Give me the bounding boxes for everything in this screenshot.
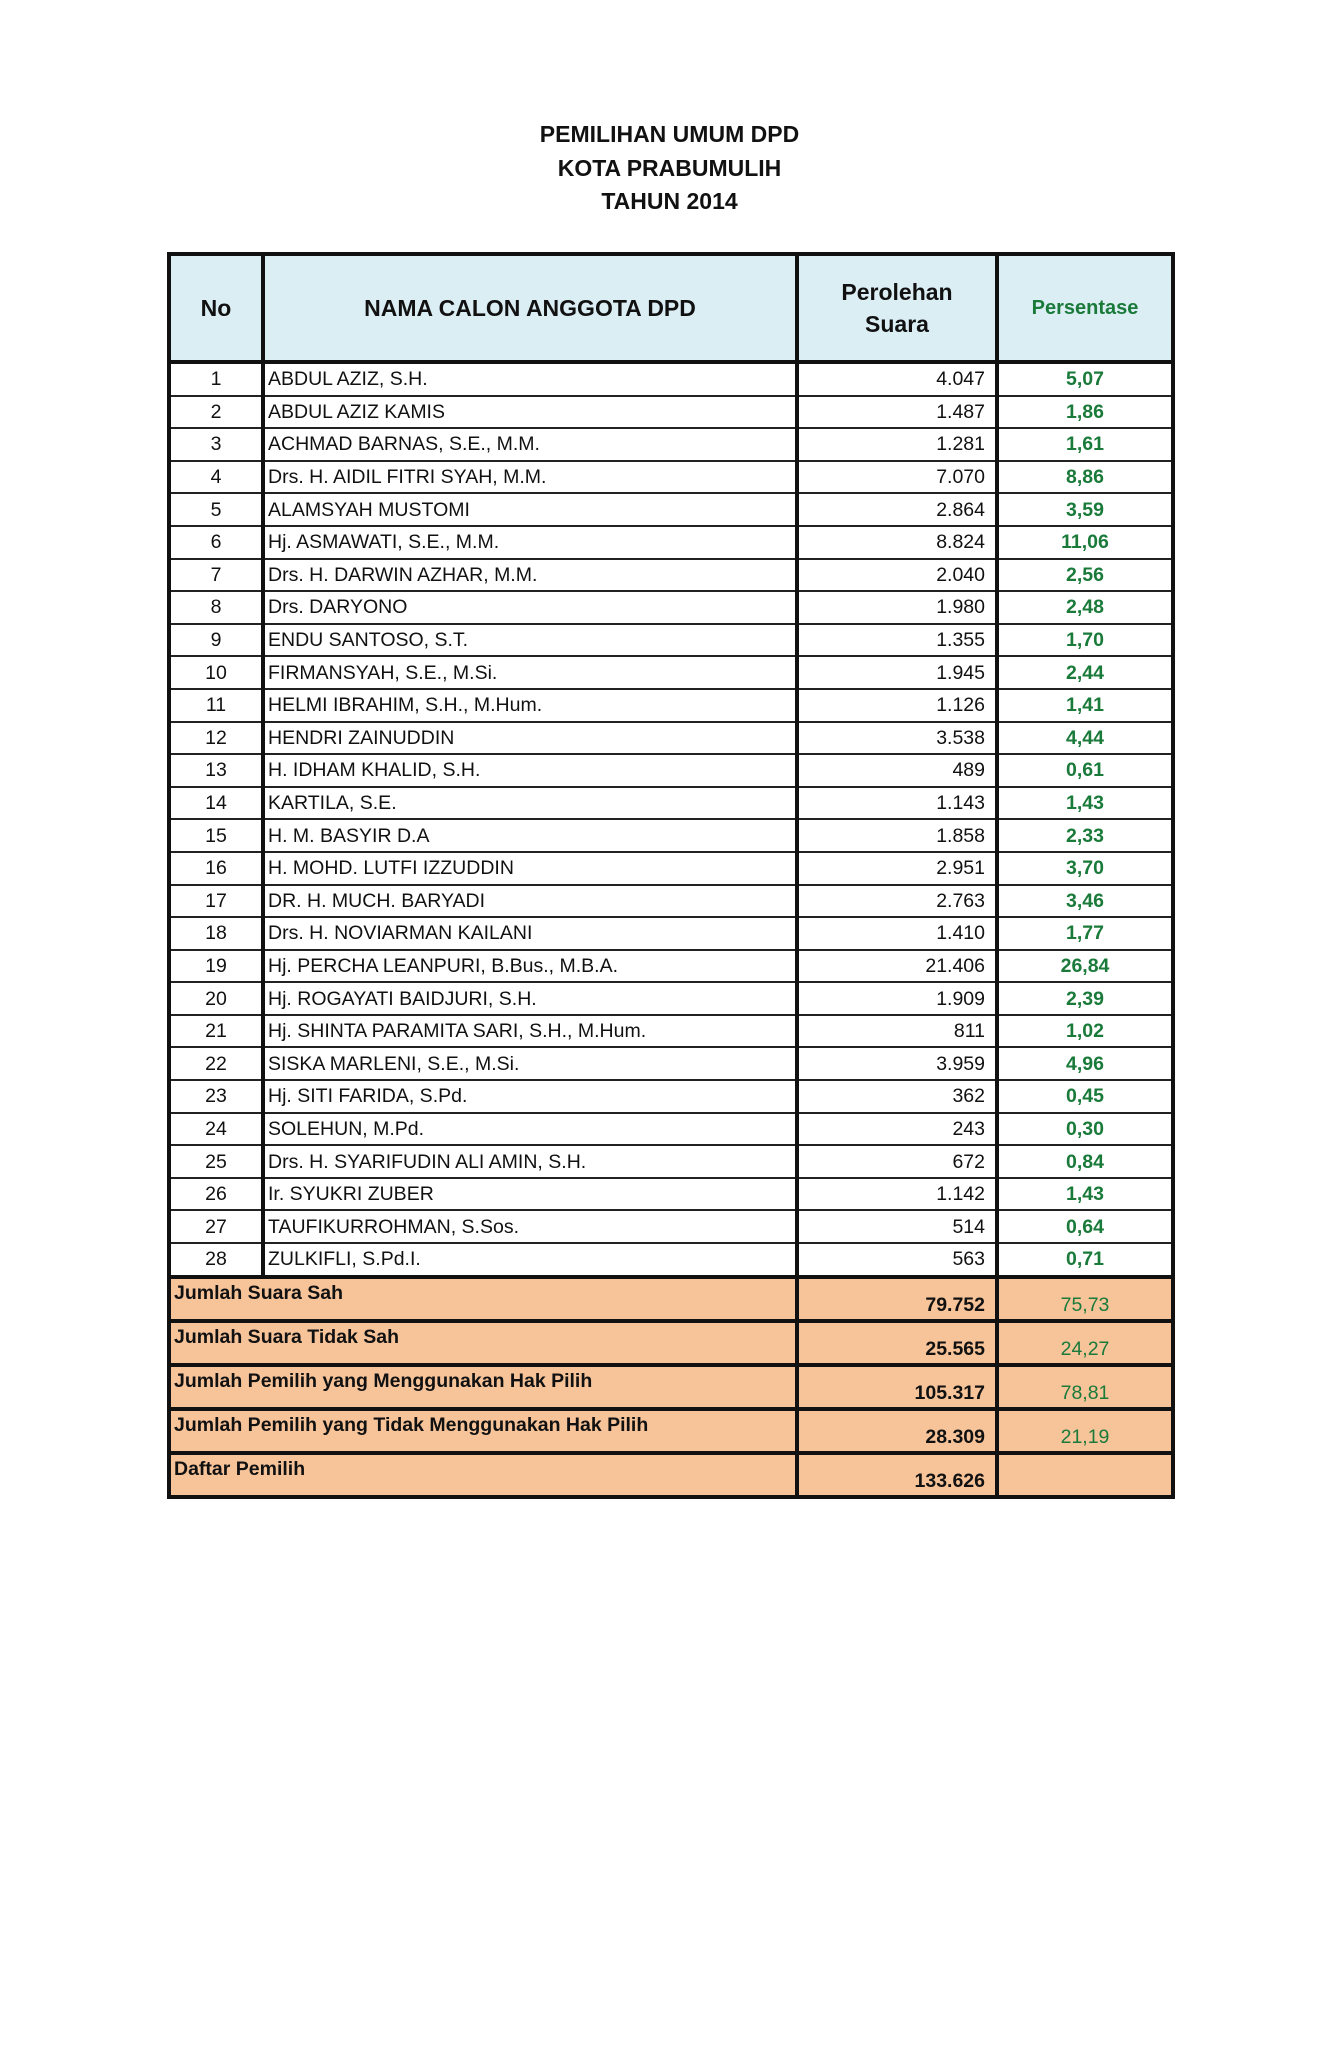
candidate-name: Ir. SYUKRI ZUBER (263, 1178, 797, 1211)
table-row (169, 526, 1173, 559)
vote-count: 243 (797, 1113, 997, 1146)
summary-row (169, 1409, 1173, 1453)
table-row (169, 1080, 1173, 1113)
row-number: 5 (169, 493, 263, 526)
table-row (169, 1243, 1173, 1277)
document-title (0, 118, 1339, 219)
row-number: 10 (169, 656, 263, 689)
table-row (169, 461, 1173, 494)
vote-percentage: 0,45 (997, 1080, 1173, 1113)
vote-count: 1.143 (797, 787, 997, 820)
vote-count: 1.410 (797, 917, 997, 950)
vote-percentage: 26,84 (997, 950, 1173, 983)
row-number: 17 (169, 885, 263, 918)
table-row (169, 982, 1173, 1015)
table-row (169, 852, 1173, 885)
vote-count: 811 (797, 1015, 997, 1048)
summary-votes: 133.626 (797, 1453, 997, 1497)
summary-label: Jumlah Suara Sah (169, 1277, 797, 1321)
row-number: 2 (169, 396, 263, 429)
row-number: 26 (169, 1178, 263, 1211)
vote-count: 1.487 (797, 396, 997, 429)
table-row (169, 819, 1173, 852)
vote-percentage: 1,43 (997, 787, 1173, 820)
row-number: 12 (169, 722, 263, 755)
table-row (169, 754, 1173, 787)
header-name: NAMA CALON ANGGOTA DPD (263, 254, 797, 362)
candidate-name: ABDUL AZIZ KAMIS (263, 396, 797, 429)
vote-percentage: 0,71 (997, 1243, 1173, 1277)
vote-percentage: 2,56 (997, 559, 1173, 592)
vote-count: 1.281 (797, 428, 997, 461)
table-row (169, 917, 1173, 950)
vote-count: 21.406 (797, 950, 997, 983)
vote-percentage: 0,61 (997, 754, 1173, 787)
vote-percentage: 11,06 (997, 526, 1173, 559)
candidate-name: SOLEHUN, M.Pd. (263, 1113, 797, 1146)
table-row (169, 950, 1173, 983)
vote-count: 3.959 (797, 1047, 997, 1080)
vote-percentage: 2,44 (997, 656, 1173, 689)
summary-label: Jumlah Pemilih yang Tidak Menggunakan Hak Pilih (169, 1409, 797, 1453)
title-line-3: TAHUN 2014 (601, 188, 738, 214)
vote-count: 1.142 (797, 1178, 997, 1211)
header-votes-line-1: Perolehan (841, 279, 953, 305)
candidate-name: H. M. BASYIR D.A (263, 819, 797, 852)
vote-count: 362 (797, 1080, 997, 1113)
candidate-rows (169, 362, 1173, 1277)
row-number: 9 (169, 624, 263, 657)
row-number: 6 (169, 526, 263, 559)
vote-count: 2.864 (797, 493, 997, 526)
vote-count: 1.355 (797, 624, 997, 657)
row-number: 23 (169, 1080, 263, 1113)
candidate-name: ACHMAD BARNAS, S.E., M.M. (263, 428, 797, 461)
candidate-name: Drs. H. DARWIN AZHAR, M.M. (263, 559, 797, 592)
vote-count: 4.047 (797, 362, 997, 396)
vote-count: 2.040 (797, 559, 997, 592)
table-row (169, 591, 1173, 624)
candidate-name: Drs. H. NOVIARMAN KAILANI (263, 917, 797, 950)
summary-percentage: 75,73 (997, 1277, 1173, 1321)
table-row (169, 1145, 1173, 1178)
vote-percentage: 4,96 (997, 1047, 1173, 1080)
row-number: 4 (169, 461, 263, 494)
header-percent: Persentase (997, 254, 1173, 362)
vote-count: 8.824 (797, 526, 997, 559)
vote-percentage: 0,84 (997, 1145, 1173, 1178)
candidate-name: FIRMANSYAH, S.E., M.Si. (263, 656, 797, 689)
candidate-name: KARTILA, S.E. (263, 787, 797, 820)
vote-count: 563 (797, 1243, 997, 1277)
candidate-name: H. IDHAM KHALID, S.H. (263, 754, 797, 787)
summary-row (169, 1365, 1173, 1409)
vote-percentage: 0,64 (997, 1210, 1173, 1243)
row-number: 19 (169, 950, 263, 983)
table-row (169, 396, 1173, 429)
vote-count: 1.126 (797, 689, 997, 722)
candidate-name: Hj. SITI FARIDA, S.Pd. (263, 1080, 797, 1113)
row-number: 7 (169, 559, 263, 592)
row-number: 21 (169, 1015, 263, 1048)
table-row (169, 1210, 1173, 1243)
summary-percentage: 24,27 (997, 1321, 1173, 1365)
table-row (169, 1015, 1173, 1048)
candidate-name: DR. H. MUCH. BARYADI (263, 885, 797, 918)
vote-percentage: 1,86 (997, 396, 1173, 429)
candidate-name: SISKA MARLENI, S.E., M.Si. (263, 1047, 797, 1080)
vote-percentage: 8,86 (997, 461, 1173, 494)
candidate-name: HELMI IBRAHIM, S.H., M.Hum. (263, 689, 797, 722)
title-line-2: KOTA PRABUMULIH (557, 154, 782, 181)
vote-count: 2.763 (797, 885, 997, 918)
table-row (169, 885, 1173, 918)
summary-label: Jumlah Pemilih yang Menggunakan Hak Pilih (169, 1365, 797, 1409)
summary-votes: 25.565 (797, 1321, 997, 1365)
vote-percentage: 4,44 (997, 722, 1173, 755)
vote-percentage: 3,70 (997, 852, 1173, 885)
header-votes-line-2: Suara (865, 311, 929, 337)
vote-percentage: 1,70 (997, 624, 1173, 657)
vote-percentage: 1,43 (997, 1178, 1173, 1211)
vote-count: 1.909 (797, 982, 997, 1015)
vote-percentage: 1,02 (997, 1015, 1173, 1048)
row-number: 3 (169, 428, 263, 461)
row-number: 13 (169, 754, 263, 787)
table-header (169, 254, 1173, 362)
vote-percentage: 3,46 (997, 885, 1173, 918)
vote-count: 489 (797, 754, 997, 787)
summary-votes: 79.752 (797, 1277, 997, 1321)
vote-percentage: 1,41 (997, 689, 1173, 722)
candidate-name: H. MOHD. LUTFI IZZUDDIN (263, 852, 797, 885)
row-number: 28 (169, 1243, 263, 1277)
vote-percentage: 1,61 (997, 428, 1173, 461)
summary-label: Daftar Pemilih (169, 1453, 797, 1497)
vote-count: 1.858 (797, 819, 997, 852)
row-number: 27 (169, 1210, 263, 1243)
row-number: 1 (169, 362, 263, 396)
table-row (169, 362, 1173, 396)
row-number: 16 (169, 852, 263, 885)
summary-votes: 28.309 (797, 1409, 997, 1453)
summary-rows (169, 1277, 1173, 1497)
candidate-name: Drs. DARYONO (263, 591, 797, 624)
table-row (169, 1113, 1173, 1146)
row-number: 20 (169, 982, 263, 1015)
title-line-1: PEMILIHAN UMUM DPD (539, 121, 800, 147)
candidate-name: Hj. ROGAYATI BAIDJURI, S.H. (263, 982, 797, 1015)
candidate-name: ENDU SANTOSO, S.T. (263, 624, 797, 657)
header-no: No (169, 254, 263, 362)
vote-count: 2.951 (797, 852, 997, 885)
table-row (169, 787, 1173, 820)
summary-percentage: 78,81 (997, 1365, 1173, 1409)
row-number: 15 (169, 819, 263, 852)
candidate-name: Drs. H. SYARIFUDIN ALI AMIN, S.H. (263, 1145, 797, 1178)
row-number: 24 (169, 1113, 263, 1146)
table-row (169, 1178, 1173, 1211)
header-votes (797, 254, 997, 362)
table-row (169, 428, 1173, 461)
row-number: 11 (169, 689, 263, 722)
vote-count: 514 (797, 1210, 997, 1243)
candidate-name: TAUFIKURROHMAN, S.Sos. (263, 1210, 797, 1243)
row-number: 22 (169, 1047, 263, 1080)
results-table (167, 252, 1175, 1499)
candidate-name: Hj. PERCHA LEANPURI, B.Bus., M.B.A. (263, 950, 797, 983)
row-number: 25 (169, 1145, 263, 1178)
candidate-name: ABDUL AZIZ, S.H. (263, 362, 797, 396)
summary-label: Jumlah Suara Tidak Sah (169, 1321, 797, 1365)
vote-percentage: 2,33 (997, 819, 1173, 852)
summary-votes: 105.317 (797, 1365, 997, 1409)
vote-count: 3.538 (797, 722, 997, 755)
candidate-name: Hj. SHINTA PARAMITA SARI, S.H., M.Hum. (263, 1015, 797, 1048)
vote-percentage: 2,48 (997, 591, 1173, 624)
table-row (169, 656, 1173, 689)
candidate-name: HENDRI ZAINUDDIN (263, 722, 797, 755)
row-number: 14 (169, 787, 263, 820)
table-row (169, 493, 1173, 526)
vote-count: 1.945 (797, 656, 997, 689)
candidate-name: ZULKIFLI, S.Pd.I. (263, 1243, 797, 1277)
summary-row (169, 1277, 1173, 1321)
vote-percentage: 2,39 (997, 982, 1173, 1015)
vote-percentage: 0,30 (997, 1113, 1173, 1146)
table-row (169, 624, 1173, 657)
summary-percentage (997, 1453, 1173, 1497)
vote-count: 672 (797, 1145, 997, 1178)
table-row (169, 722, 1173, 755)
vote-percentage: 3,59 (997, 493, 1173, 526)
table-row (169, 559, 1173, 592)
candidate-name: ALAMSYAH MUSTOMI (263, 493, 797, 526)
vote-count: 7.070 (797, 461, 997, 494)
vote-percentage: 1,77 (997, 917, 1173, 950)
summary-row (169, 1453, 1173, 1497)
row-number: 18 (169, 917, 263, 950)
row-number: 8 (169, 591, 263, 624)
candidate-name: Drs. H. AIDIL FITRI SYAH, M.M. (263, 461, 797, 494)
candidate-name: Hj. ASMAWATI, S.E., M.M. (263, 526, 797, 559)
table-row (169, 1047, 1173, 1080)
summary-percentage: 21,19 (997, 1409, 1173, 1453)
table-row (169, 689, 1173, 722)
vote-percentage: 5,07 (997, 362, 1173, 396)
summary-row (169, 1321, 1173, 1365)
vote-count: 1.980 (797, 591, 997, 624)
